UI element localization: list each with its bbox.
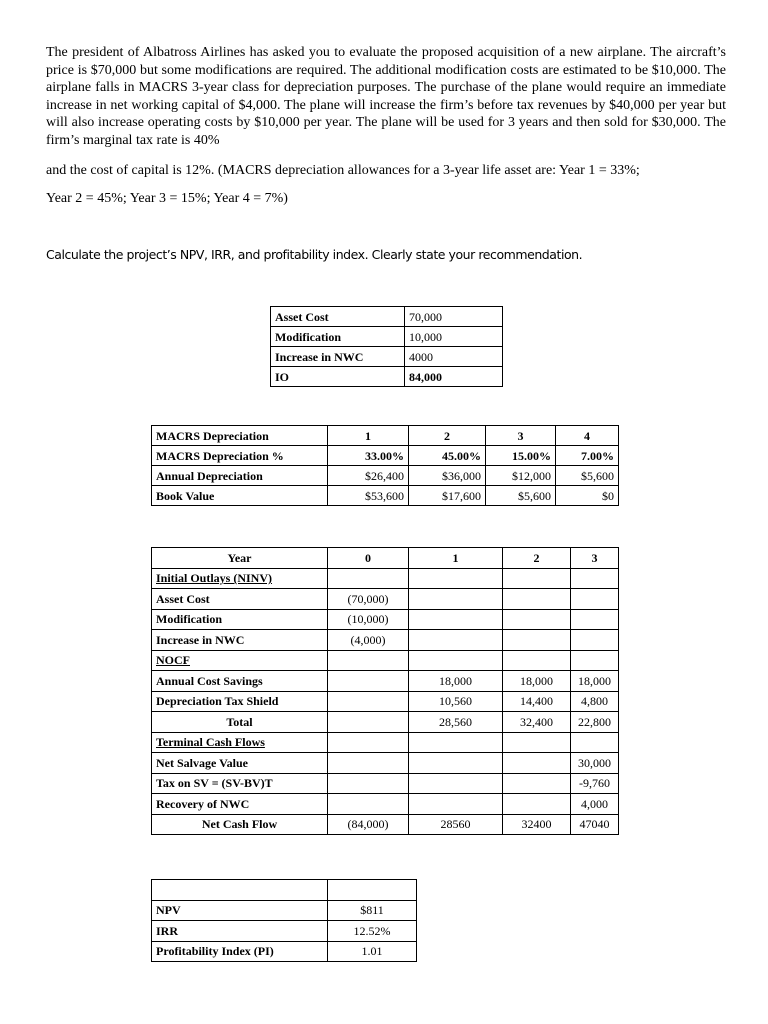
table-row — [152, 630, 619, 651]
macrs-cell: $0 — [556, 486, 619, 506]
cf-row-label: Recovery of NWC — [152, 794, 328, 815]
macrs-row-label: MACRS Depreciation % — [152, 446, 328, 466]
table-row — [152, 794, 619, 815]
cf-cell: 32,400 — [503, 712, 571, 733]
cf-cell: 22,800 — [571, 712, 619, 733]
cf-cell: 32400 — [503, 814, 571, 835]
result-label-pi: Profitability Index (PI) — [152, 941, 328, 962]
macrs-cell: $36,000 — [409, 466, 486, 486]
cf-row-label: Net Salvage Value — [152, 753, 328, 774]
macrs-cell: $17,600 — [409, 486, 486, 506]
table-section-row — [152, 568, 619, 589]
initial-outlay-table — [270, 306, 503, 387]
table-section-row — [152, 732, 619, 753]
macrs-cell: 7.00% — [556, 446, 619, 466]
macrs-cell: $5,600 — [486, 486, 556, 506]
io-label-modification: Modification — [271, 327, 405, 347]
cf-row-label: Modification — [152, 609, 328, 630]
macrs-header-label: MACRS Depreciation — [152, 426, 328, 446]
table-total-row — [152, 814, 619, 835]
table-row — [271, 367, 503, 387]
macrs-depreciation-table — [151, 425, 619, 506]
table-row — [152, 941, 417, 962]
result-label-irr: IRR — [152, 921, 328, 942]
cf-cell: 10,560 — [409, 691, 503, 712]
table-row — [271, 307, 503, 327]
cf-header-col: 0 — [328, 548, 409, 569]
macrs-header-col: 4 — [556, 426, 619, 446]
macrs-cell: $26,400 — [328, 466, 409, 486]
cf-cell: 28560 — [409, 814, 503, 835]
cf-cell: -9,760 — [571, 773, 619, 794]
table-row — [271, 327, 503, 347]
cf-row-label: Asset Cost — [152, 589, 328, 610]
cf-cell: 4,800 — [571, 691, 619, 712]
cf-net-label: Net Cash Flow — [152, 814, 328, 835]
table-row — [152, 691, 619, 712]
result-value-irr: 12.52% — [328, 921, 417, 942]
cf-section-terminal: Terminal Cash Flows — [152, 732, 328, 753]
table-row — [152, 466, 619, 486]
macrs-cell: 33.00% — [328, 446, 409, 466]
result-label-npv: NPV — [152, 900, 328, 921]
table-row — [152, 712, 619, 733]
cf-row-label: Annual Cost Savings — [152, 671, 328, 692]
macrs-header-col: 2 — [409, 426, 486, 446]
cf-header-col: 2 — [503, 548, 571, 569]
cf-row-label: Tax on SV = (SV-BV)T — [152, 773, 328, 794]
table-row — [271, 347, 503, 367]
cf-cell: 14,400 — [503, 691, 571, 712]
table-row — [152, 446, 619, 466]
problem-question: Calculate the project’s NPV, IRR, and profitability index. Clearly state your recommendation. — [46, 247, 583, 262]
table-row — [152, 921, 417, 942]
cf-section-nocf: NOCF — [152, 650, 328, 671]
table-row — [152, 589, 619, 610]
cash-flow-table — [151, 547, 619, 835]
table-row — [152, 753, 619, 774]
table-section-row — [152, 650, 619, 671]
cf-total-label: Total — [152, 712, 328, 733]
table-row — [152, 671, 619, 692]
cf-cell: 18,000 — [409, 671, 503, 692]
io-label-asset-cost: Asset Cost — [271, 307, 405, 327]
cf-cell: 30,000 — [571, 753, 619, 774]
macrs-header-col: 3 — [486, 426, 556, 446]
table-row — [152, 900, 417, 921]
table-header-row — [152, 426, 619, 446]
cf-cell: (4,000) — [328, 630, 409, 651]
macrs-cell: $5,600 — [556, 466, 619, 486]
macrs-cell: $12,000 — [486, 466, 556, 486]
cf-header-col: 3 — [571, 548, 619, 569]
macrs-cell: $53,600 — [328, 486, 409, 506]
macrs-row-label: Book Value — [152, 486, 328, 506]
macrs-cell: 15.00% — [486, 446, 556, 466]
cf-cell: 28,560 — [409, 712, 503, 733]
cf-cell: 18,000 — [571, 671, 619, 692]
cf-header-col: 1 — [409, 548, 503, 569]
cf-cell: (70,000) — [328, 589, 409, 610]
macrs-cell: 45.00% — [409, 446, 486, 466]
cf-header-label: Year — [152, 548, 328, 569]
table-row — [152, 486, 619, 506]
cf-cell: 47040 — [571, 814, 619, 835]
cf-cell: (10,000) — [328, 609, 409, 630]
problem-paragraph-2: and the cost of capital is 12%. (MACRS depreciation allowances for a 3-year life asset are: Year 1 = 33%; — [46, 163, 640, 178]
table-header-row — [152, 548, 619, 569]
table-row — [152, 609, 619, 630]
results-table — [151, 879, 417, 962]
io-value-total: 84,000 — [405, 367, 503, 387]
result-value-pi: 1.01 — [328, 941, 417, 962]
problem-paragraph-3: Year 2 = 45%; Year 3 = 15%; Year 4 = 7%) — [46, 191, 288, 206]
cf-row-label: Increase in NWC — [152, 630, 328, 651]
cf-section-initial-outlays: Initial Outlays (NINV) — [152, 568, 328, 589]
table-spacer-row — [152, 880, 417, 901]
problem-paragraph-1: The president of Albatross Airlines has asked you to evaluate the proposed acquisition of a new airplane. The aircraft’s price is $70,000 but some modifications are required. The additional modification costs are estimated to be $10,000. The airplane falls in MACRS 3-year class for depreciation purposes. The purchase of the plane would require an immediate increase in net working capital of $4,000. The plane will increase the firm’s before tax revenues by $40,000 per year but will also increase operating costs by $10,000 per year. The plane will be used for 3 years and then sold for $30,000. The firm’s marginal tax rate is 40% — [46, 45, 726, 148]
io-value-asset-cost: 70,000 — [405, 307, 503, 327]
io-value-nwc: 4000 — [405, 347, 503, 367]
cf-cell: (84,000) — [328, 814, 409, 835]
macrs-row-label: Annual Depreciation — [152, 466, 328, 486]
io-value-modification: 10,000 — [405, 327, 503, 347]
cf-cell: 4,000 — [571, 794, 619, 815]
result-value-npv: $811 — [328, 900, 417, 921]
io-label-nwc: Increase in NWC — [271, 347, 405, 367]
table-row — [152, 773, 619, 794]
cf-row-label: Depreciation Tax Shield — [152, 691, 328, 712]
macrs-header-col: 1 — [328, 426, 409, 446]
cf-cell: 18,000 — [503, 671, 571, 692]
io-label-total: IO — [271, 367, 405, 387]
